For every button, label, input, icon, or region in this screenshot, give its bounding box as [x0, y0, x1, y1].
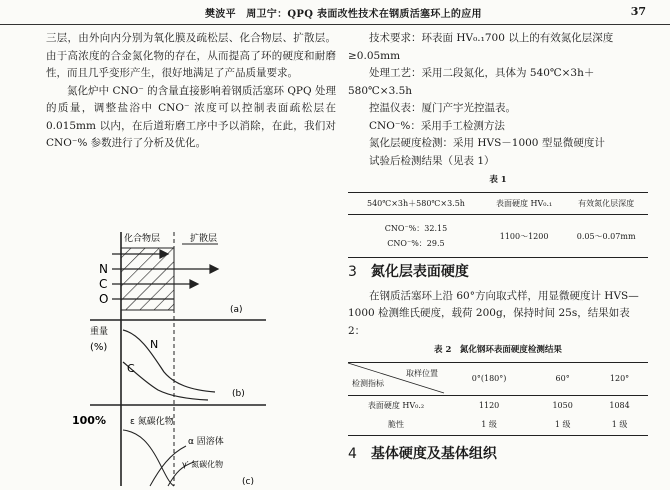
- table2-cell: 1 级: [554, 420, 571, 429]
- label-alpha: α 固溶体: [188, 437, 224, 447]
- table2-diag-index: 检测指标: [352, 379, 384, 388]
- table2-header-120deg: 120°: [591, 362, 648, 395]
- section4-title: 基体硬度及基体组织: [370, 445, 497, 462]
- left-column: [46, 30, 336, 153]
- curve-epsilon: [123, 430, 174, 486]
- figure-layer-schematic: [72, 232, 350, 487]
- curve-carbon: [123, 362, 208, 400]
- table2-header-60deg: 60°: [534, 362, 591, 395]
- table1-cell-cno: [348, 215, 484, 258]
- table2-diag-position: 取样位置: [406, 368, 438, 378]
- text-instrument: 控温仪表：厦门产宇光控温表。: [369, 102, 516, 114]
- running-title: 樊波平 周卫宁：QPQ 表面改性技术在钢质活塞环上的应用: [205, 9, 482, 20]
- right-column: [348, 30, 648, 469]
- table2-row-brittleness: [348, 415, 648, 435]
- paragraph-cno: 氮化炉中 CNO⁻ 的含量直接影响着钢质活塞环 QPQ 处理的质量，调整盐浴中 CNO⁻ 浓度可以控制表面疏松层在 0.015mm 以内，在后道珩磨工序中予以消除，在此，我们对 CNO⁻% 参数进行了分析及优化。: [46, 84, 336, 149]
- table1-header-hardness: 表面硬度 HV₀.₁: [484, 192, 564, 215]
- element-label-o: O: [99, 292, 109, 306]
- figure-svg: [72, 232, 350, 487]
- table1-cno-value-2: CNO⁻%：29.5: [387, 239, 445, 248]
- section4-number: 4: [348, 445, 357, 462]
- table1-cell-hardness: 1100～1200: [499, 231, 549, 241]
- curve-label-c: C: [127, 362, 135, 375]
- table1-cno-value-1: CNO⁻%：32.15: [384, 224, 448, 233]
- element-label-n: N: [99, 262, 108, 276]
- ylabel-weight: 重量: [90, 327, 109, 337]
- compound-layer-hatch: [121, 248, 174, 310]
- label-epsilon: ε 氮碳化物: [130, 417, 174, 427]
- paragraph-layers: 三层，由外向内分别为氧化膜及疏松层、化合物层、扩散层。由于高浓度的合金氮化物的存在，从而提高了环的硬度和耐磨性，而且几乎变形产生，很好地满足了产品质量要求。: [46, 32, 336, 79]
- element-label-c: C: [99, 277, 108, 291]
- ylabel-percent: (%): [90, 342, 108, 353]
- section3-heading: [348, 264, 648, 282]
- label-100-percent: 100%: [72, 414, 106, 427]
- table1: [348, 192, 648, 259]
- table2-header-0deg: 0°(180°): [444, 362, 534, 395]
- panel-label-c: (c): [242, 477, 254, 487]
- curve-nitrogen: [123, 330, 215, 392]
- section3-paragraph: 在钢质活塞环上沿 60°方向取式样，用显微硬度计 HVS—1000 检测维氏硬度，载荷 200g，保持时间 25s，结果如表 2：: [348, 289, 639, 337]
- table2-row-hardness: [348, 395, 648, 415]
- page-number: 37: [630, 5, 646, 18]
- table1-cell-depth: 0.05～0.07mm: [576, 231, 636, 241]
- table1-caption: 表 1: [489, 175, 507, 185]
- section3-number: 3: [348, 264, 357, 280]
- table2-caption: 表 2 氮化钢环表面硬度检测结果: [434, 345, 562, 355]
- text-results-intro: 试验后检测结果（见表 1）: [369, 154, 495, 167]
- label-gamma: γ′ 氮碳化物: [182, 460, 224, 469]
- text-cno-method: CNO⁻%：采用手工检测方法: [369, 119, 505, 132]
- table2-cell: 1084: [609, 400, 630, 410]
- text-tech-requirement: 技术要求：环表面 HV₀.₁700 以上的有效氮化层深度≥0.05mm: [348, 32, 614, 62]
- section3-title: 氮化层表面硬度: [370, 264, 469, 280]
- table2-cell: 1 级: [611, 420, 628, 429]
- table2: [348, 362, 648, 436]
- table2-cell: 1050: [552, 400, 573, 410]
- table2-row-label: 脆性: [388, 420, 404, 429]
- running-header: [0, 0, 670, 25]
- zone-label-compound: 化合物层: [124, 234, 161, 244]
- panel-label-a: (a): [230, 305, 243, 315]
- table1-header-process: 540℃×3h＋580℃×3.5h: [348, 192, 484, 215]
- panel-label-b: (b): [232, 389, 245, 399]
- table2-cell: 1 级: [481, 420, 497, 429]
- section4-heading: [348, 446, 648, 464]
- zone-label-diffusion: 扩散层: [190, 234, 218, 244]
- table2-cell: 1120: [478, 400, 500, 410]
- text-process: 处理工艺：采用二段氮化，具体为 540℃×3h＋580℃×3.5h: [348, 67, 595, 97]
- table1-header-depth: 有效氮化层深度: [564, 192, 648, 215]
- table2-row-label: 表面硬度 HV₀.₂: [367, 400, 425, 410]
- curve-label-n: N: [150, 338, 159, 351]
- table2-diagonal-header: [348, 362, 444, 395]
- text-hardness-test: 氮化层硬度检测：采用 HVS－1000 型显微硬度计: [369, 137, 605, 149]
